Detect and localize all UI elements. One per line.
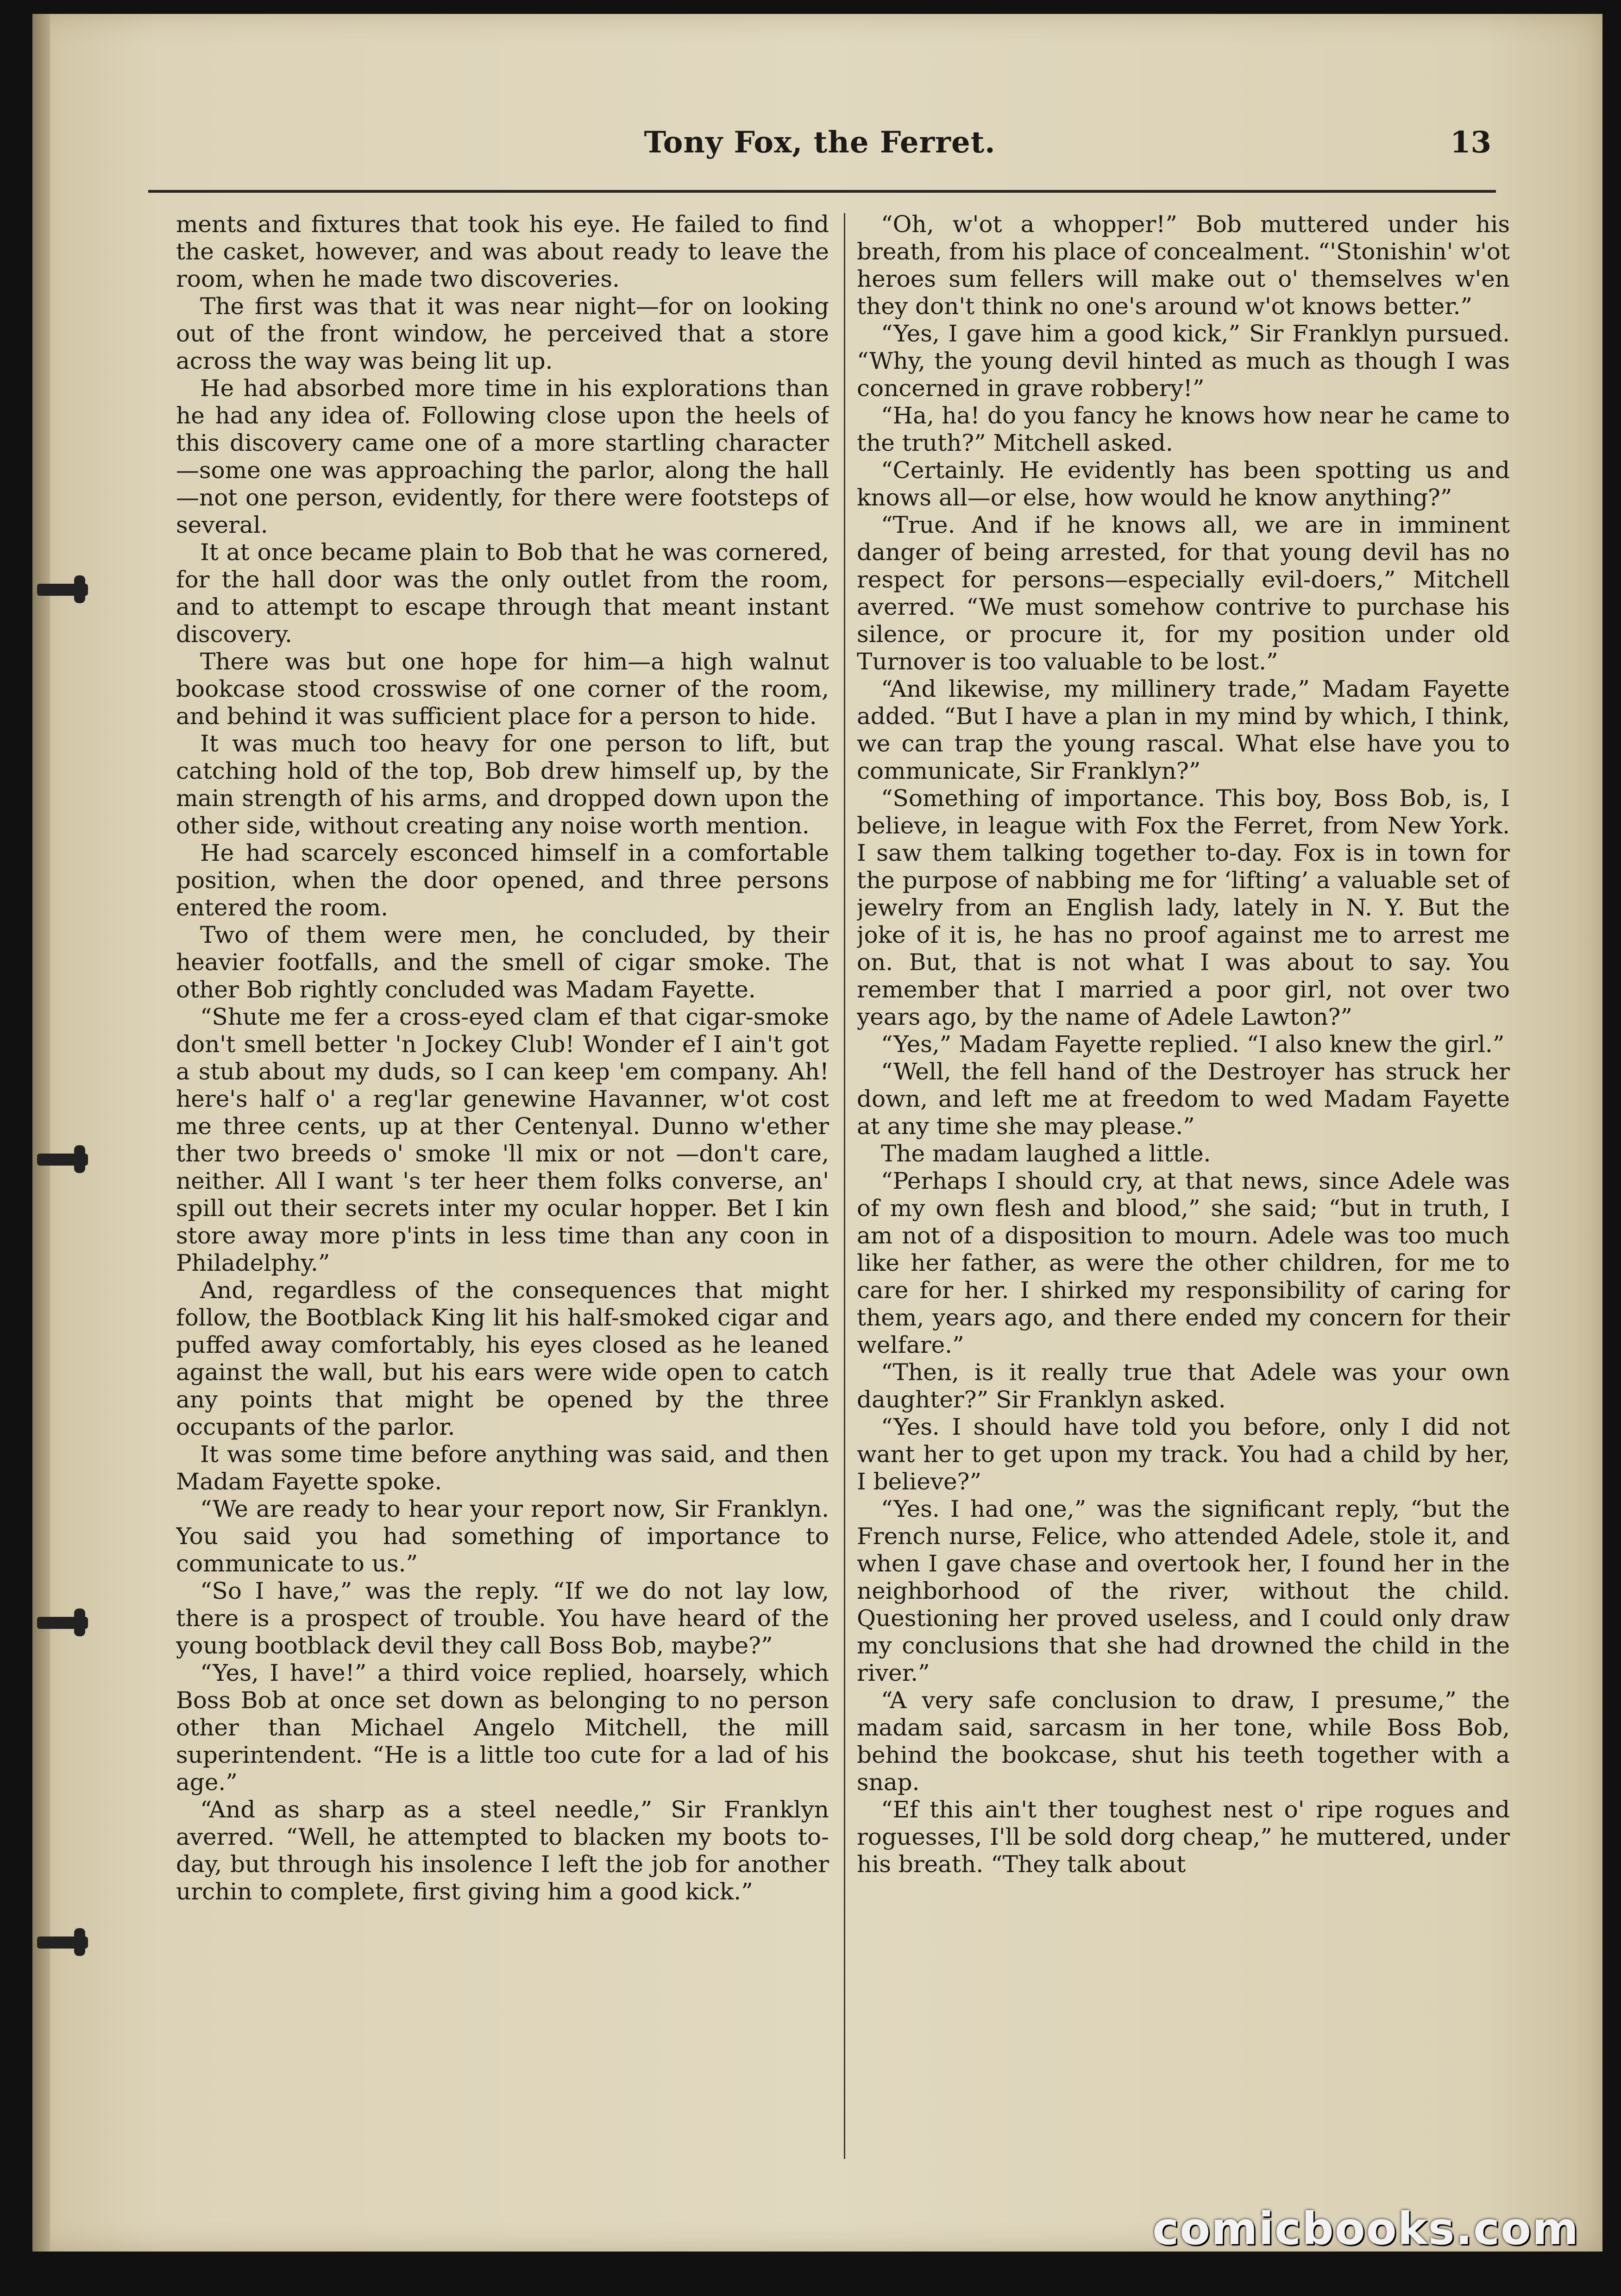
staple-icon (37, 1617, 88, 1629)
paragraph: “A very safe conclusion to draw, I presume,” the madam said, sarcasm in her tone, while Boss Bob, behind the bookcase, shut his teeth together with a snap. (857, 1687, 1510, 1796)
paragraph: “Yes, I have!” a third voice replied, hoarsely, which Boss Bob at once set down as belonging to no person other than Michael Angelo Mitchell, the mill superintendent. “He is a little too cute for a lad of his age.” (176, 1659, 829, 1796)
page-binding-edge (32, 14, 50, 2252)
paragraph: “Yes, I gave him a good kick,” Sir Franklyn pursued. “Why, the young devil hinted as much as though I was concerned in grave robbery!” (857, 320, 1510, 402)
staple-icon (37, 1936, 88, 1949)
paragraph: “We are ready to hear your report now, Sir Franklyn. You said you had something of importance to communicate to us.” (176, 1495, 829, 1577)
column-divider (844, 213, 845, 2159)
paragraph: “And likewise, my millinery trade,” Madam Fayette added. “But I have a plan in my mind by which, I think, we can trap the young rascal. What else have you to communicate, Sir Franklyn?” (857, 675, 1510, 784)
paragraph: “Certainly. He evidently has been spotting us and knows all—or else, how would he know anything?” (857, 457, 1510, 511)
paragraph: The first was that it was near night—for on looking out of the front window, he perceived that a store across the way was being lit up. (176, 293, 829, 374)
paragraph: It was some time before anything was said, and then Madam Fayette spoke. (176, 1441, 829, 1495)
paragraph: “Something of importance. This boy, Boss Bob, is, I believe, in league with Fox the Ferret, from New York. I saw them talking together to-day. Fox is in town for the purpose of nabbing me for ‘lifting’ a valuable set of jewelry from an English lady, lately in N. Y. But the joke of it is, he has no proof against me to arrest me on. But, that is not what I was about to say. You remember that I married a poor girl, not over two years ago, by the name of Adele Lawton?” (857, 785, 1510, 1030)
paragraph: “And as sharp as a steel needle,” Sir Franklyn averred. “Well, he attempted to blacken my boots to-day, but through his insolence I left the job for another urchin to complete, first giving him a good kick.” (176, 1796, 829, 1905)
paragraph: “Yes. I had one,” was the significant reply, “but the French nurse, Felice, who attended Adele, stole it, and when I gave chase and overtook her, I found her in the neighborhood of the river, without the child. Questioning her proved useless, and I could only draw my conclusions that she had drowned the child in the river.” (857, 1495, 1510, 1686)
paragraph: He had absorbed more time in his explorations than he had any idea of. Following close upon the heels of this discovery came one of a more startling character—some one was approaching the parlor, along the hall—not one person, evidently, for there were footsteps of several. (176, 375, 829, 538)
page-number: 13 (1450, 125, 1491, 160)
paragraph: “Ha, ha! do you fancy he knows how near he came to the truth?” Mitchell asked. (857, 402, 1510, 456)
paragraph: Two of them were men, he concluded, by their heavier footfalls, and the smell of cigar smoke. The other Bob rightly concluded was Madam Fayette. (176, 921, 829, 1003)
text-column-left (176, 211, 829, 2166)
paragraph: The madam laughed a little. (881, 1140, 1211, 1167)
paragraph: “Oh, w'ot a whopper!” Bob muttered under his breath, from his place of concealment. “'Stonishin' w'ot heroes sum fellers will make out o' themselves w'en they don't think no one's around w'ot knows better.” (857, 211, 1510, 320)
paragraph: It at once became plain to Bob that he was cornered, for the hall door was the only outlet from the room, and to attempt to escape through that meant instant discovery. (176, 539, 829, 648)
paragraph: He had scarcely esconced himself in a comfortable position, when the door opened, and three persons entered the room. (176, 839, 829, 921)
paragraph: There was but one hope for him—a high walnut bookcase stood crosswise of one corner of the room, and behind it was sufficient place for a person to hide. (176, 648, 829, 730)
staple-icon (37, 1154, 88, 1166)
paragraph: ments and fixtures that took his eye. He failed to find the casket, however, and was about ready to leave the room, when he made two discoveries. (176, 211, 829, 292)
header-rule (148, 190, 1496, 193)
paragraph: “Shute me fer a cross-eyed clam ef that cigar-smoke don't smell better 'n Jockey Club! Wonder ef I ain't got a stub about my duds, so I can keep 'em company. Ah! here's half o' a reg'lar genewine Havanner, w'ot cost me three cents, up at ther Centenyal. Dunno w'ether ther two breeds o' smoke 'll mix or not —don't care, neither. All I want 's ter heer them folks converse, an' spill out their secrets inter my ocular hopper. Bet I kin store away more p'ints in less time than any coon in Philadelphy.” (176, 1003, 829, 1276)
paragraph: It was much too heavy for one person to lift, but catching hold of the top, Bob drew himself up, by the main strength of his arms, and dropped down upon the other side, without creating any noise worth mention. (176, 730, 829, 839)
page-header (148, 125, 1491, 176)
watermark: comicbooks.com (1152, 2203, 1579, 2255)
text-column-right (857, 211, 1510, 2166)
paragraph: “Well, the fell hand of the Destroyer has struck her down, and left me at freedom to wed Madam Fayette at any time she may please.” (857, 1058, 1510, 1140)
paragraph: “True. And if he knows all, we are in imminent danger of being arrested, for that young devil has no respect for persons—especially evil-doers,” Mitchell averred. “We must somehow contrive to purchase his silence, or procure it, for my position under old Turnover is too valuable to be lost.” (857, 511, 1510, 675)
paragraph: “Perhaps I should cry, at that news, since Adele was of my own flesh and blood,” she said; “but in truth, I am not of a disposition to mourn. Adele was too much like her father, as were the other children, for me to care for her. I shirked my responsibility of caring for them, years ago, and there ended my concern for their welfare.” (857, 1167, 1510, 1358)
paragraph: “Ef this ain't ther toughest nest o' ripe rogues and roguesses, I'll be sold dorg cheap,” he muttered, under his breath. “They talk about (857, 1796, 1510, 1878)
paragraph: And, regardless of the consequences that might follow, the Bootblack King lit his half-smoked cigar and puffed away comfortably, his eyes closed as he leaned against the wall, but his ears were wide open to catch any points that might be opened by the three occupants of the parlor. (176, 1277, 829, 1440)
staple-icon (37, 584, 88, 596)
paragraph: “Yes. I should have told you before, only I did not want her to get upon my track. You had a child by her, I believe?” (857, 1413, 1510, 1495)
running-title: Tony Fox, the Ferret. (644, 125, 996, 160)
paragraph: “Yes,” Madam Fayette replied. “I also knew the girl.” (881, 1031, 1505, 1058)
paragraph: “Then, is it really true that Adele was your own daughter?” Sir Franklyn asked. (857, 1359, 1510, 1413)
paragraph: “So I have,” was the reply. “If we do not lay low, there is a prospect of trouble. You have heard of the young bootblack devil they call Boss Bob, maybe?” (176, 1577, 829, 1659)
